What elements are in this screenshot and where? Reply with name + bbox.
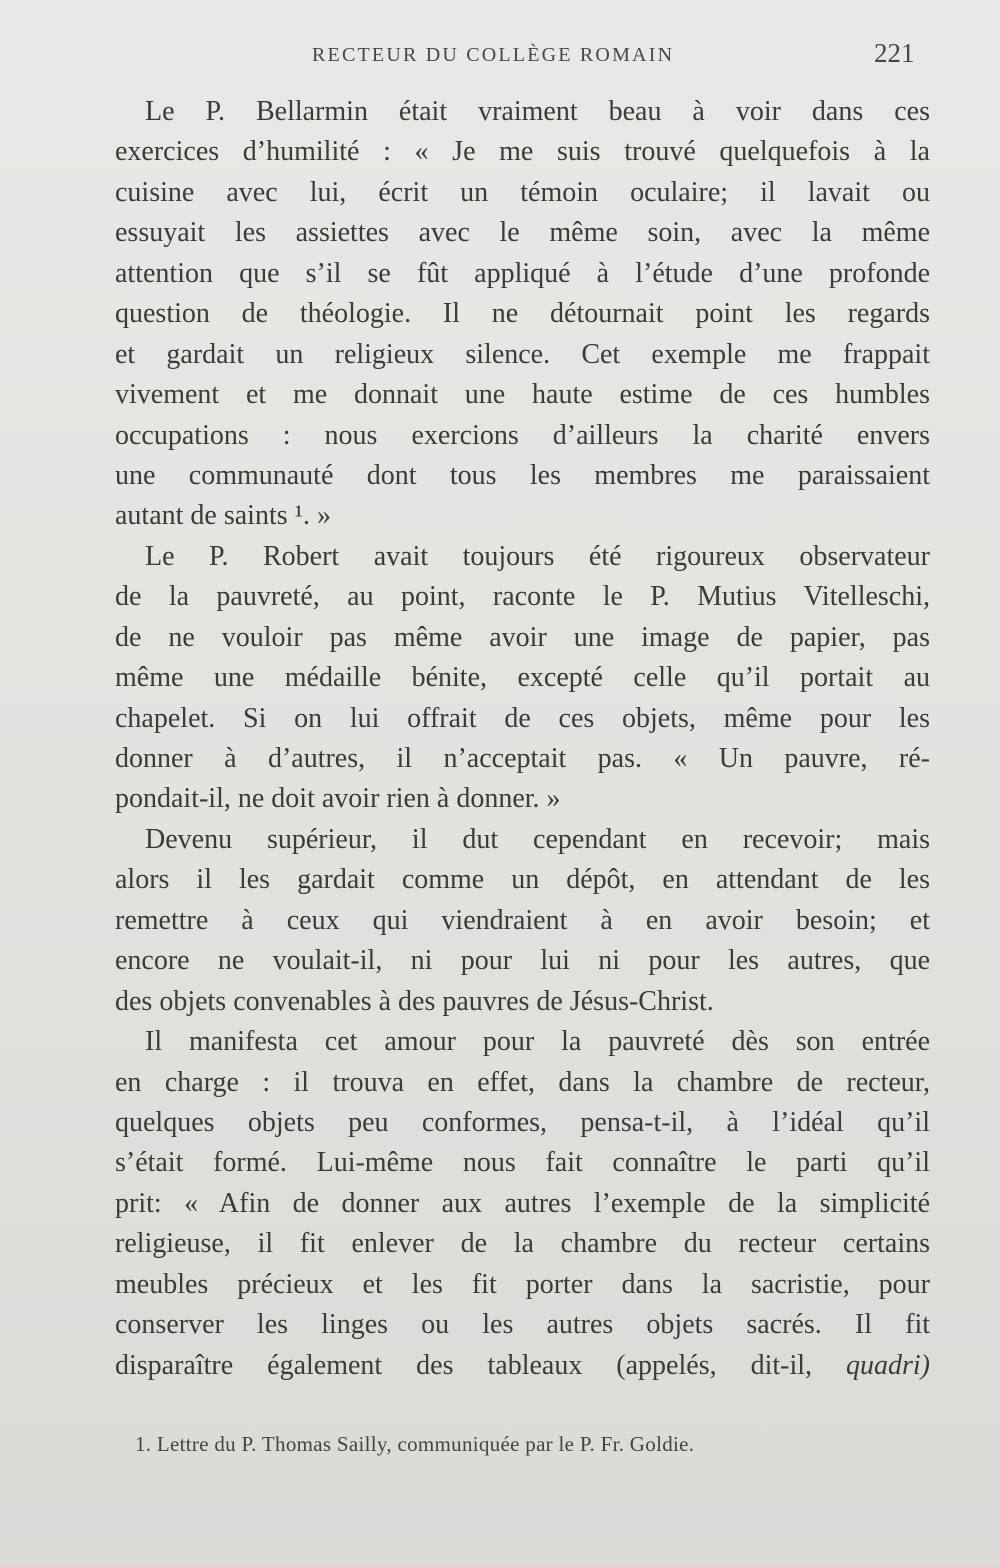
text-line: prit: « Afin de donner aux autres l’exemple de la simplicité <box>115 1187 930 1219</box>
text-line: conserver les linges ou les autres objets sacrés. Il fit <box>115 1309 930 1341</box>
text-line: alors il les gardait comme un dépôt, en attendant de les <box>115 864 930 896</box>
text-line: quelques objets peu conformes, pensa-t-il, à l’idéal qu’il <box>115 1106 930 1138</box>
body-text <box>115 92 930 1386</box>
text-line: pondait-il, ne doit avoir rien à donner. » <box>115 783 561 815</box>
text-line: des objets convenables à des pauvres de Jésus-Christ. <box>115 985 714 1017</box>
text-line: Il manifesta cet amour pour la pauvreté dès son entrée <box>145 1026 930 1058</box>
text-line: en charge : il trouva en effet, dans la chambre de recteur, <box>115 1066 930 1098</box>
text-line: Devenu supérieur, il dut cependant en recevoir; mais <box>145 823 930 855</box>
text-line: même une médaille bénite, excepté celle qu’il portait au <box>115 662 930 694</box>
text-line: de ne vouloir pas même avoir une image de papier, pas <box>115 621 930 653</box>
text-line: donner à d’autres, il n’acceptait pas. « Un pauvre, ré- <box>115 743 930 774</box>
italic-word: quadri) <box>846 1349 930 1381</box>
text-line: chapelet. Si on lui offrait de ces objets, même pour les <box>115 702 930 734</box>
text-line: remettre à ceux qui viendraient à en avoir besoin; et <box>115 904 930 936</box>
page-number: 221 <box>874 38 915 68</box>
text-line: Le P. Robert avait toujours été rigoureux observateur <box>145 540 930 572</box>
text-line: meubles précieux et les fit porter dans la sacristie, pour <box>115 1268 930 1300</box>
running-title: RECTEUR DU COLLÈGE ROMAIN <box>312 44 675 66</box>
text-line-final-roman: disparaître également des tableaux (appelés, dit-il, <box>115 1349 813 1381</box>
text-line: vivement et me donnait une haute estime de ces humbles <box>115 379 930 411</box>
text-line: cuisine avec lui, écrit un témoin oculaire; il lavait ou <box>115 176 930 208</box>
text-line: encore ne voulait-il, ni pour lui ni pour les autres, que <box>115 945 930 977</box>
text-line: une communauté dont tous les membres me paraissaient <box>115 459 930 491</box>
text-line: autant de saints ¹. » <box>115 500 332 532</box>
text-line: question de théologie. Il ne détournait point les regards <box>115 298 930 330</box>
text-line: exercices d’humilité : « Je me suis trouvé quelquefois à la <box>115 136 930 168</box>
text-line: attention que s’il se fût appliqué à l’étude d’une profonde <box>115 257 930 289</box>
text-line: occupations : nous exercions d’ailleurs la charité envers <box>115 419 930 451</box>
footnote: 1. Lettre du P. Thomas Sailly, communiquée par le P. Fr. Goldie. <box>135 1432 695 1456</box>
text-line: s’était formé. Lui-même nous fait connaître le parti qu’il <box>115 1147 930 1179</box>
text-line-final <box>115 1346 930 1386</box>
text-line: et gardait un religieux silence. Cet exemple me frappait <box>115 338 930 370</box>
text-line: de la pauvreté, au point, raconte le P. Mutius Vitelleschi, <box>115 581 930 613</box>
text-line: essuyait les assiettes avec le même soin, avec la même <box>115 217 930 249</box>
text-line: religieuse, il fit enlever de la chambre du recteur certains <box>115 1228 930 1260</box>
text-line: Le P. Bellarmin était vraiment beau à voir dans ces <box>145 96 930 127</box>
